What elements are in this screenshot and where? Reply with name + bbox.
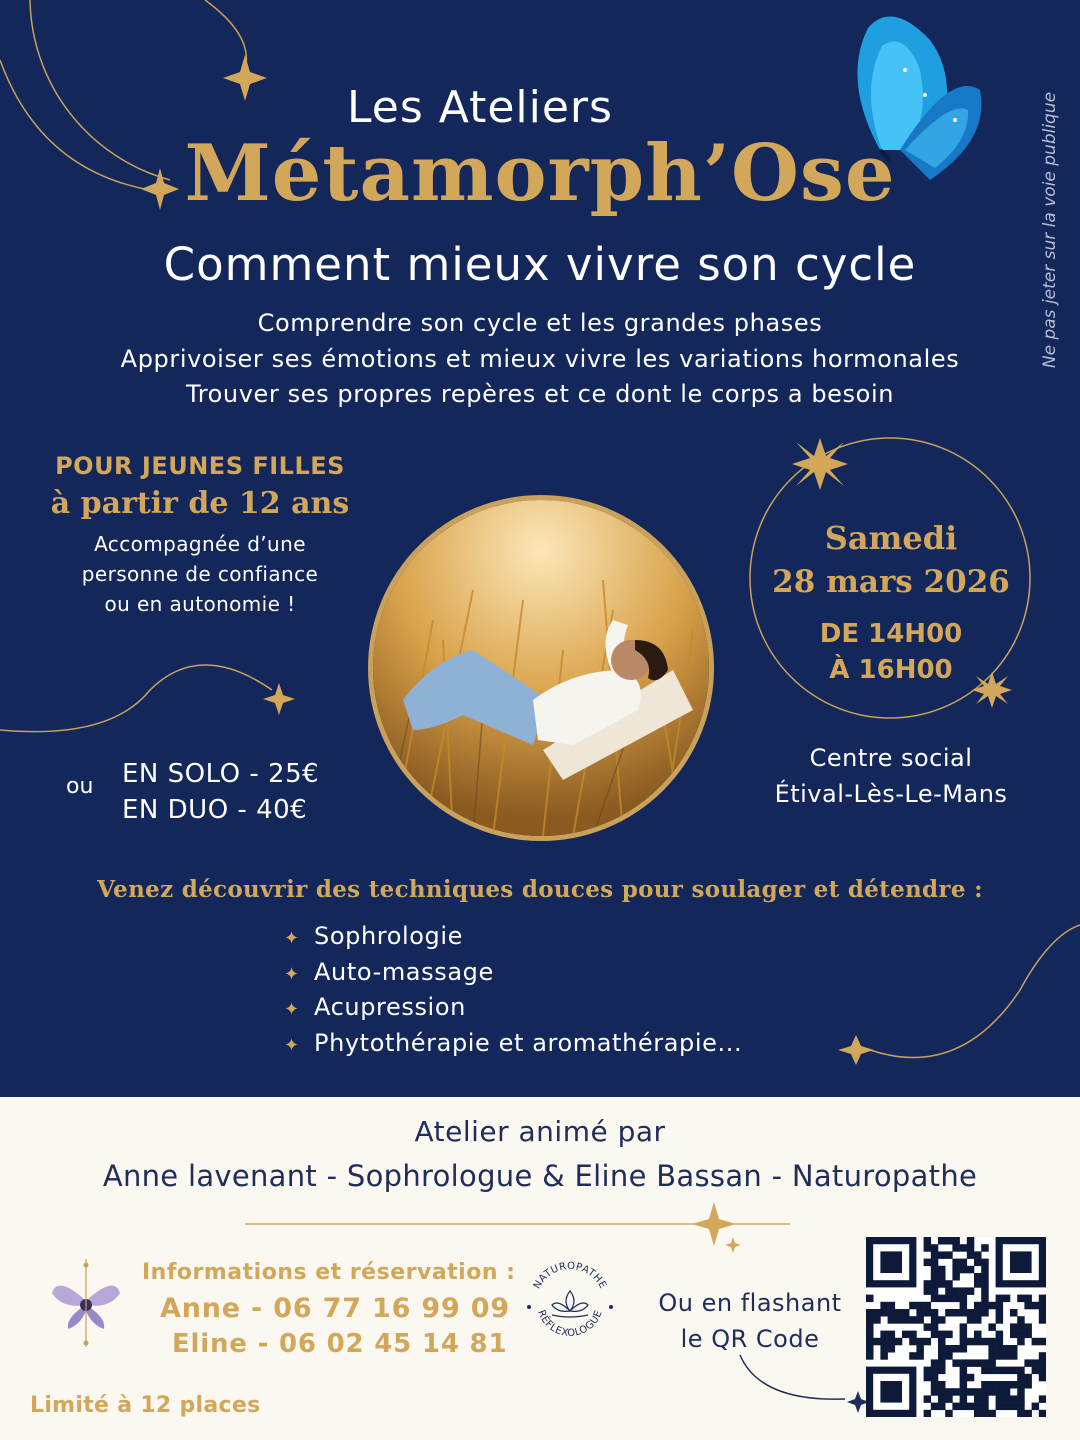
event-time-from: DE 14H00: [819, 619, 963, 649]
audience-desc-line: personne de confiance: [81, 562, 319, 586]
header-pretitle: Les Ateliers: [347, 82, 613, 133]
goal-item: Comprendre son cycle et les grandes phases: [257, 309, 823, 337]
audience-block: [20, 452, 380, 619]
technique-item: [284, 958, 742, 994]
sparkle-bullet-icon: ✦: [284, 928, 300, 949]
price-solo: EN SOLO - 25€: [122, 759, 320, 789]
qr-finder: [996, 1237, 1046, 1287]
contact-anne: Anne - 06 77 16 99 09: [160, 1293, 510, 1324]
technique-label: Sophrologie: [314, 922, 464, 950]
technique-label: Auto-massage: [314, 957, 494, 986]
contact-eline: Eline - 06 02 45 14 81: [172, 1329, 508, 1359]
audience-desc-line: Accompagnée d’une: [94, 532, 306, 556]
goals-list: [0, 306, 1080, 413]
sparkle-star-icon: [838, 1035, 874, 1065]
seal-bottom-text: RÉFLEXOLOGUE: [535, 1308, 605, 1340]
prices-connector: ou: [66, 774, 94, 799]
arc-line: [870, 925, 1080, 1058]
audience-main: à partir de 12 ans: [50, 486, 350, 521]
prices-list: [122, 756, 319, 828]
goal-item: Apprivoiser ses émotions et mieux vivre les variations hormonales: [120, 344, 960, 373]
technique-item: [284, 1029, 742, 1065]
venue-block: [750, 740, 1032, 812]
event-time-to: À 16H00: [829, 655, 953, 685]
price-duo: EN DUO - 40€: [122, 795, 308, 825]
technique-label: Phytothérapie et aromathérapie...: [314, 1028, 743, 1057]
event-time: [748, 616, 1034, 688]
svg-text:NATUROPATHE: [532, 1261, 609, 1291]
audience-desc: [20, 529, 380, 619]
qr-code-icon[interactable]: [866, 1237, 1046, 1417]
footer: [0, 1097, 1080, 1440]
techniques-title: Venez découvrir des techniques douces pour soulager et détendre :: [97, 876, 983, 903]
audience-kicker: POUR JEUNES FILLES: [55, 452, 345, 480]
sparkle-star-icon: [692, 1202, 736, 1246]
qr-note-line: le QR Code: [680, 1325, 820, 1353]
subtitle: Comment mieux vivre son cycle: [163, 238, 917, 291]
naturopathe-seal: [522, 1255, 618, 1355]
header-title: Métamorph’Ose: [184, 128, 896, 219]
sparkle-star-icon: [725, 1237, 741, 1253]
goal-item: Trouver ses propres repères et ce dont le corps a besoin: [185, 380, 895, 408]
sparkle-bullet-icon: ✦: [284, 1034, 300, 1056]
technique-label: Acupression: [314, 993, 466, 1021]
info-title: Informations et réservation :: [142, 1260, 516, 1285]
sparkle-bullet-icon: ✦: [284, 999, 300, 1020]
seal-top-text: NATUROPATHE: [531, 1260, 609, 1291]
arc-line: [205, 0, 246, 78]
qr-note: [640, 1285, 860, 1357]
sparkle-star-icon: [792, 438, 848, 490]
lotus-icon: [552, 1291, 588, 1317]
audience-desc-line: ou en autonomie !: [104, 592, 296, 616]
venue-line: Étival-Lès-Le-Mans: [774, 780, 1008, 808]
places-limit: Limité à 12 places: [30, 1393, 261, 1418]
technique-item: [284, 922, 742, 958]
lotus-logo-icon: [48, 1255, 124, 1355]
side-note: Ne pas jeter sur la voie publique: [1040, 91, 1060, 369]
svg-text:RÉFLEXOLOGUE: [535, 1309, 605, 1339]
qr-finder: [866, 1367, 916, 1417]
arrow-line: [740, 1355, 845, 1399]
techniques-list: [284, 922, 742, 1064]
event-day: Samedi: [824, 519, 958, 557]
photo-illustration: [373, 500, 709, 836]
footer-label: Atelier animé par: [414, 1115, 666, 1148]
event-date: 28 mars 2026: [772, 564, 1010, 600]
qr-note-line: Ou en flashant: [658, 1289, 842, 1317]
arc-line: [0, 665, 272, 732]
qr-finder: [866, 1237, 916, 1287]
venue-line: Centre social: [809, 744, 973, 772]
technique-item: [284, 993, 742, 1029]
photo-woman-in-grass: [368, 495, 714, 841]
date-block: [748, 516, 1034, 688]
sparkle-bullet-icon: ✦: [284, 963, 300, 985]
footer-hosts: Anne lavenant - Sophrologue & Eline Bassan - Naturopathe: [102, 1159, 978, 1193]
